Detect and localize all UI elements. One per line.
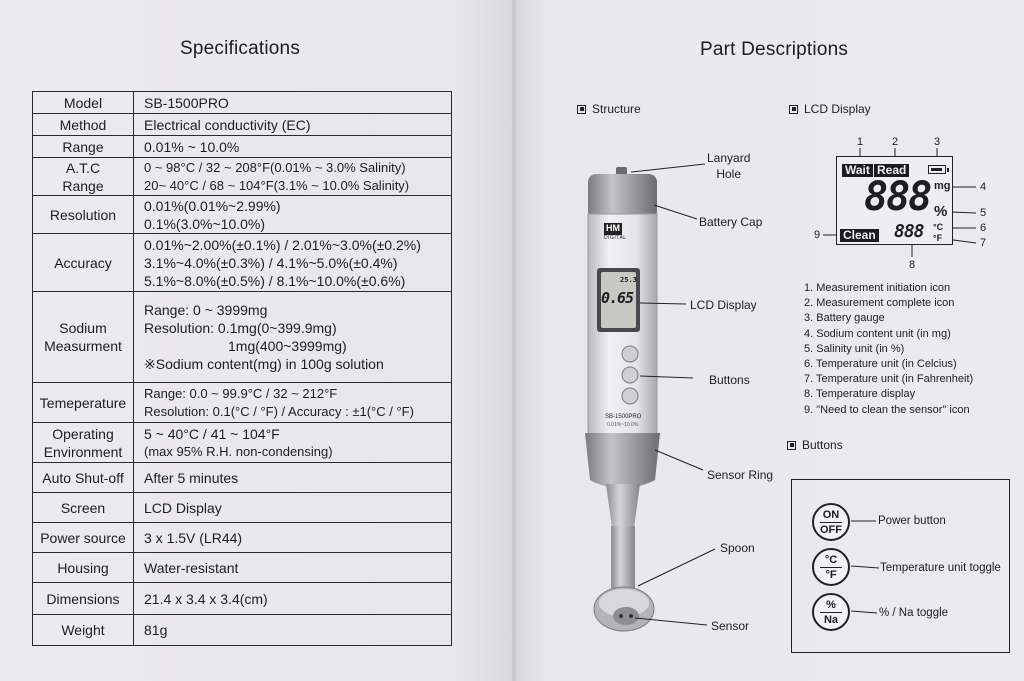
spec-value: Range: 0 ~ 3999mg — [144, 302, 268, 318]
specifications-title: Specifications — [179, 38, 301, 59]
spec-key: Temeperature — [39, 394, 127, 411]
legend-item: 2. Measurement complete icon — [804, 297, 955, 310]
spec-value: Electrical conductivity (EC) — [144, 116, 311, 133]
temperature-toggle-diagram: °C °F — [812, 548, 850, 586]
callout-lanyard-hole: Lanyard Hole — [707, 151, 751, 181]
spec-value: SB-1500PRO — [144, 94, 229, 111]
spec-value: 0.1%(3.0%~10.0%) — [144, 215, 266, 232]
sensor — [613, 607, 639, 625]
device-screen-reading: 0.65 — [600, 289, 634, 307]
legend-item: 9. "Need to clean the sensor" icon — [804, 403, 970, 416]
spec-key: Dimensions — [46, 590, 120, 607]
spec-value: Water-resistant — [144, 559, 239, 576]
spec-value: LCD Display — [144, 499, 222, 516]
spec-value: 0.01%~2.00%(±0.1%) / 2.01%~3.0%(±0.2%) — [144, 236, 421, 253]
lcd-number-2: 2 — [892, 136, 899, 148]
device-model-label: SB-1500PRO — [605, 414, 642, 420]
spec-key: Range — [62, 177, 104, 194]
spec-value: Resolution: 0.1mg(0~399.9mg) — [144, 320, 337, 336]
sensor-ring — [585, 433, 660, 488]
legend-item: 1. Measurement initiation icon — [804, 282, 951, 294]
lcd-number-4: 4 — [980, 181, 987, 193]
power-button-label: Power button — [878, 515, 946, 527]
legend-item: 6. Temperature unit (in Celcius) — [804, 358, 957, 371]
spec-value: 5 ~ 40°C / 41 ~ 104°F — [144, 425, 280, 442]
spec-value: ※Sodium content(mg) in 100g solution — [144, 356, 384, 372]
lcd-unit-mg: mg — [934, 180, 951, 192]
legend-item: 5. Salinity unit (in %) — [804, 342, 905, 355]
spec-value: (max 95% R.H. non-condensing) — [144, 443, 333, 459]
percent-na-toggle-diagram: % Na — [812, 593, 850, 631]
callout-sensor-ring: Sensor Ring — [707, 468, 774, 482]
spec-value: 81g — [144, 622, 168, 638]
device-button-1 — [622, 346, 638, 362]
spec-key: Operating — [52, 425, 114, 442]
spec-key: Environment — [43, 443, 123, 460]
lcd-clean-icon: Clean — [840, 229, 879, 242]
power-button-diagram: ON OFF — [812, 503, 850, 541]
lcd-unit-fahrenheit: °F — [933, 233, 943, 243]
lcd-main-digits: 888 — [864, 174, 931, 220]
legend-item: 3. Battery gauge — [804, 312, 885, 325]
device-button-2 — [622, 367, 638, 383]
legend-item: 4. Sodium content unit (in mg) — [804, 327, 951, 340]
spec-value: After 5 minutes — [144, 469, 239, 486]
legend-item: 8. Temperature display — [804, 388, 916, 401]
device-brand-sub: DIGITAL — [604, 235, 627, 241]
legend-item: 7. Temperature unit (in Fahrenheit) — [804, 373, 974, 386]
spec-value: 3 x 1.5V (LR44) — [144, 529, 243, 546]
lcd-legend-list — [804, 281, 973, 418]
callout-battery-cap: Battery Cap — [699, 215, 763, 229]
battery-cap — [588, 174, 657, 219]
lcd-number-1: 1 — [857, 136, 864, 148]
spec-key: Resolution — [49, 206, 117, 223]
device-range-label: 0.01%~10.0% — [607, 422, 639, 428]
spec-value: 0.01% ~ 10.0% — [144, 138, 240, 155]
lcd-number-7: 7 — [980, 237, 987, 249]
device-brand-logo: HM — [606, 223, 620, 233]
temperature-toggle-label: Temperature unit toggle — [880, 562, 1001, 574]
lcd-number-6: 6 — [980, 222, 987, 234]
spec-key: A.T.C — [65, 159, 101, 176]
lcd-number-8: 8 — [909, 259, 916, 271]
structure-label-text: Structure — [592, 102, 641, 116]
part-descriptions-title: Part Descriptions — [700, 39, 849, 60]
spec-value: 20~ 40°C / 68 ~ 104°F(3.1% ~ 10.0% Salinity) — [144, 177, 410, 193]
spec-value: 3.1%~4.0%(±0.3%) / 4.1%~5.0%(±0.4%) — [144, 254, 398, 271]
spec-key: Weight — [61, 622, 105, 638]
spec-key: Power source — [40, 529, 126, 546]
lcd-read-icon: Read — [874, 164, 909, 177]
lcd-number-5: 5 — [980, 207, 987, 219]
spec-key: Screen — [60, 499, 106, 516]
callout-lcd-display: LCD Display — [690, 298, 757, 312]
spec-key: Measurment — [44, 338, 122, 354]
percent-na-toggle-label: % / Na toggle — [879, 607, 949, 619]
lcd-wait-icon: Wait — [842, 164, 873, 177]
lcd-number-3: 3 — [934, 136, 941, 148]
device-button-3 — [622, 388, 638, 404]
spec-key: Method — [59, 116, 107, 133]
battery-gauge-icon — [928, 165, 946, 174]
device-screen-small: 25.3 — [620, 276, 637, 284]
spec-value: 0 ~ 98°C / 32 ~ 208°F(0.01% ~ 3.0% Salinity) — [144, 159, 406, 175]
spec-key: Auto Shut-off — [42, 469, 124, 486]
callout-spoon: Spoon — [720, 541, 755, 555]
spec-value: 21.4 x 3.4 x 3.4(cm) — [144, 590, 268, 607]
spec-key: Range — [62, 138, 104, 155]
spec-key: Sodium — [59, 320, 107, 336]
lcd-label-text: LCD Display — [804, 102, 871, 116]
lcd-number-9: 9 — [814, 229, 821, 241]
buttons-diagram — [791, 479, 1010, 653]
callout-sensor: Sensor — [711, 619, 750, 633]
spec-key: Housing — [57, 559, 109, 576]
spec-value: 1mg(400~3999mg) — [228, 338, 347, 354]
callout-buttons: Buttons — [709, 373, 750, 387]
spec-value: 5.1%~8.0%(±0.5%) / 8.1%~10.0%(±0.6%) — [144, 272, 406, 289]
lcd-unit-percent: % — [934, 203, 948, 220]
spec-key: Accuracy — [54, 254, 112, 271]
lcd-unit-celsius: °C — [933, 222, 944, 232]
spec-key: Model — [63, 94, 103, 111]
spec-value: 0.01%(0.01%~2.99%) — [144, 197, 281, 214]
buttons-label-text: Buttons — [802, 438, 843, 452]
spec-value: Range: 0.0 ~ 99.9°C / 32 ~ 212°F — [144, 385, 338, 401]
device-stem — [606, 484, 640, 528]
spec-value: Resolution: 0.1(°C / °F) / Accuracy : ±1(°C / °F) — [144, 403, 414, 419]
lcd-temperature-digits: 888 — [894, 221, 924, 242]
